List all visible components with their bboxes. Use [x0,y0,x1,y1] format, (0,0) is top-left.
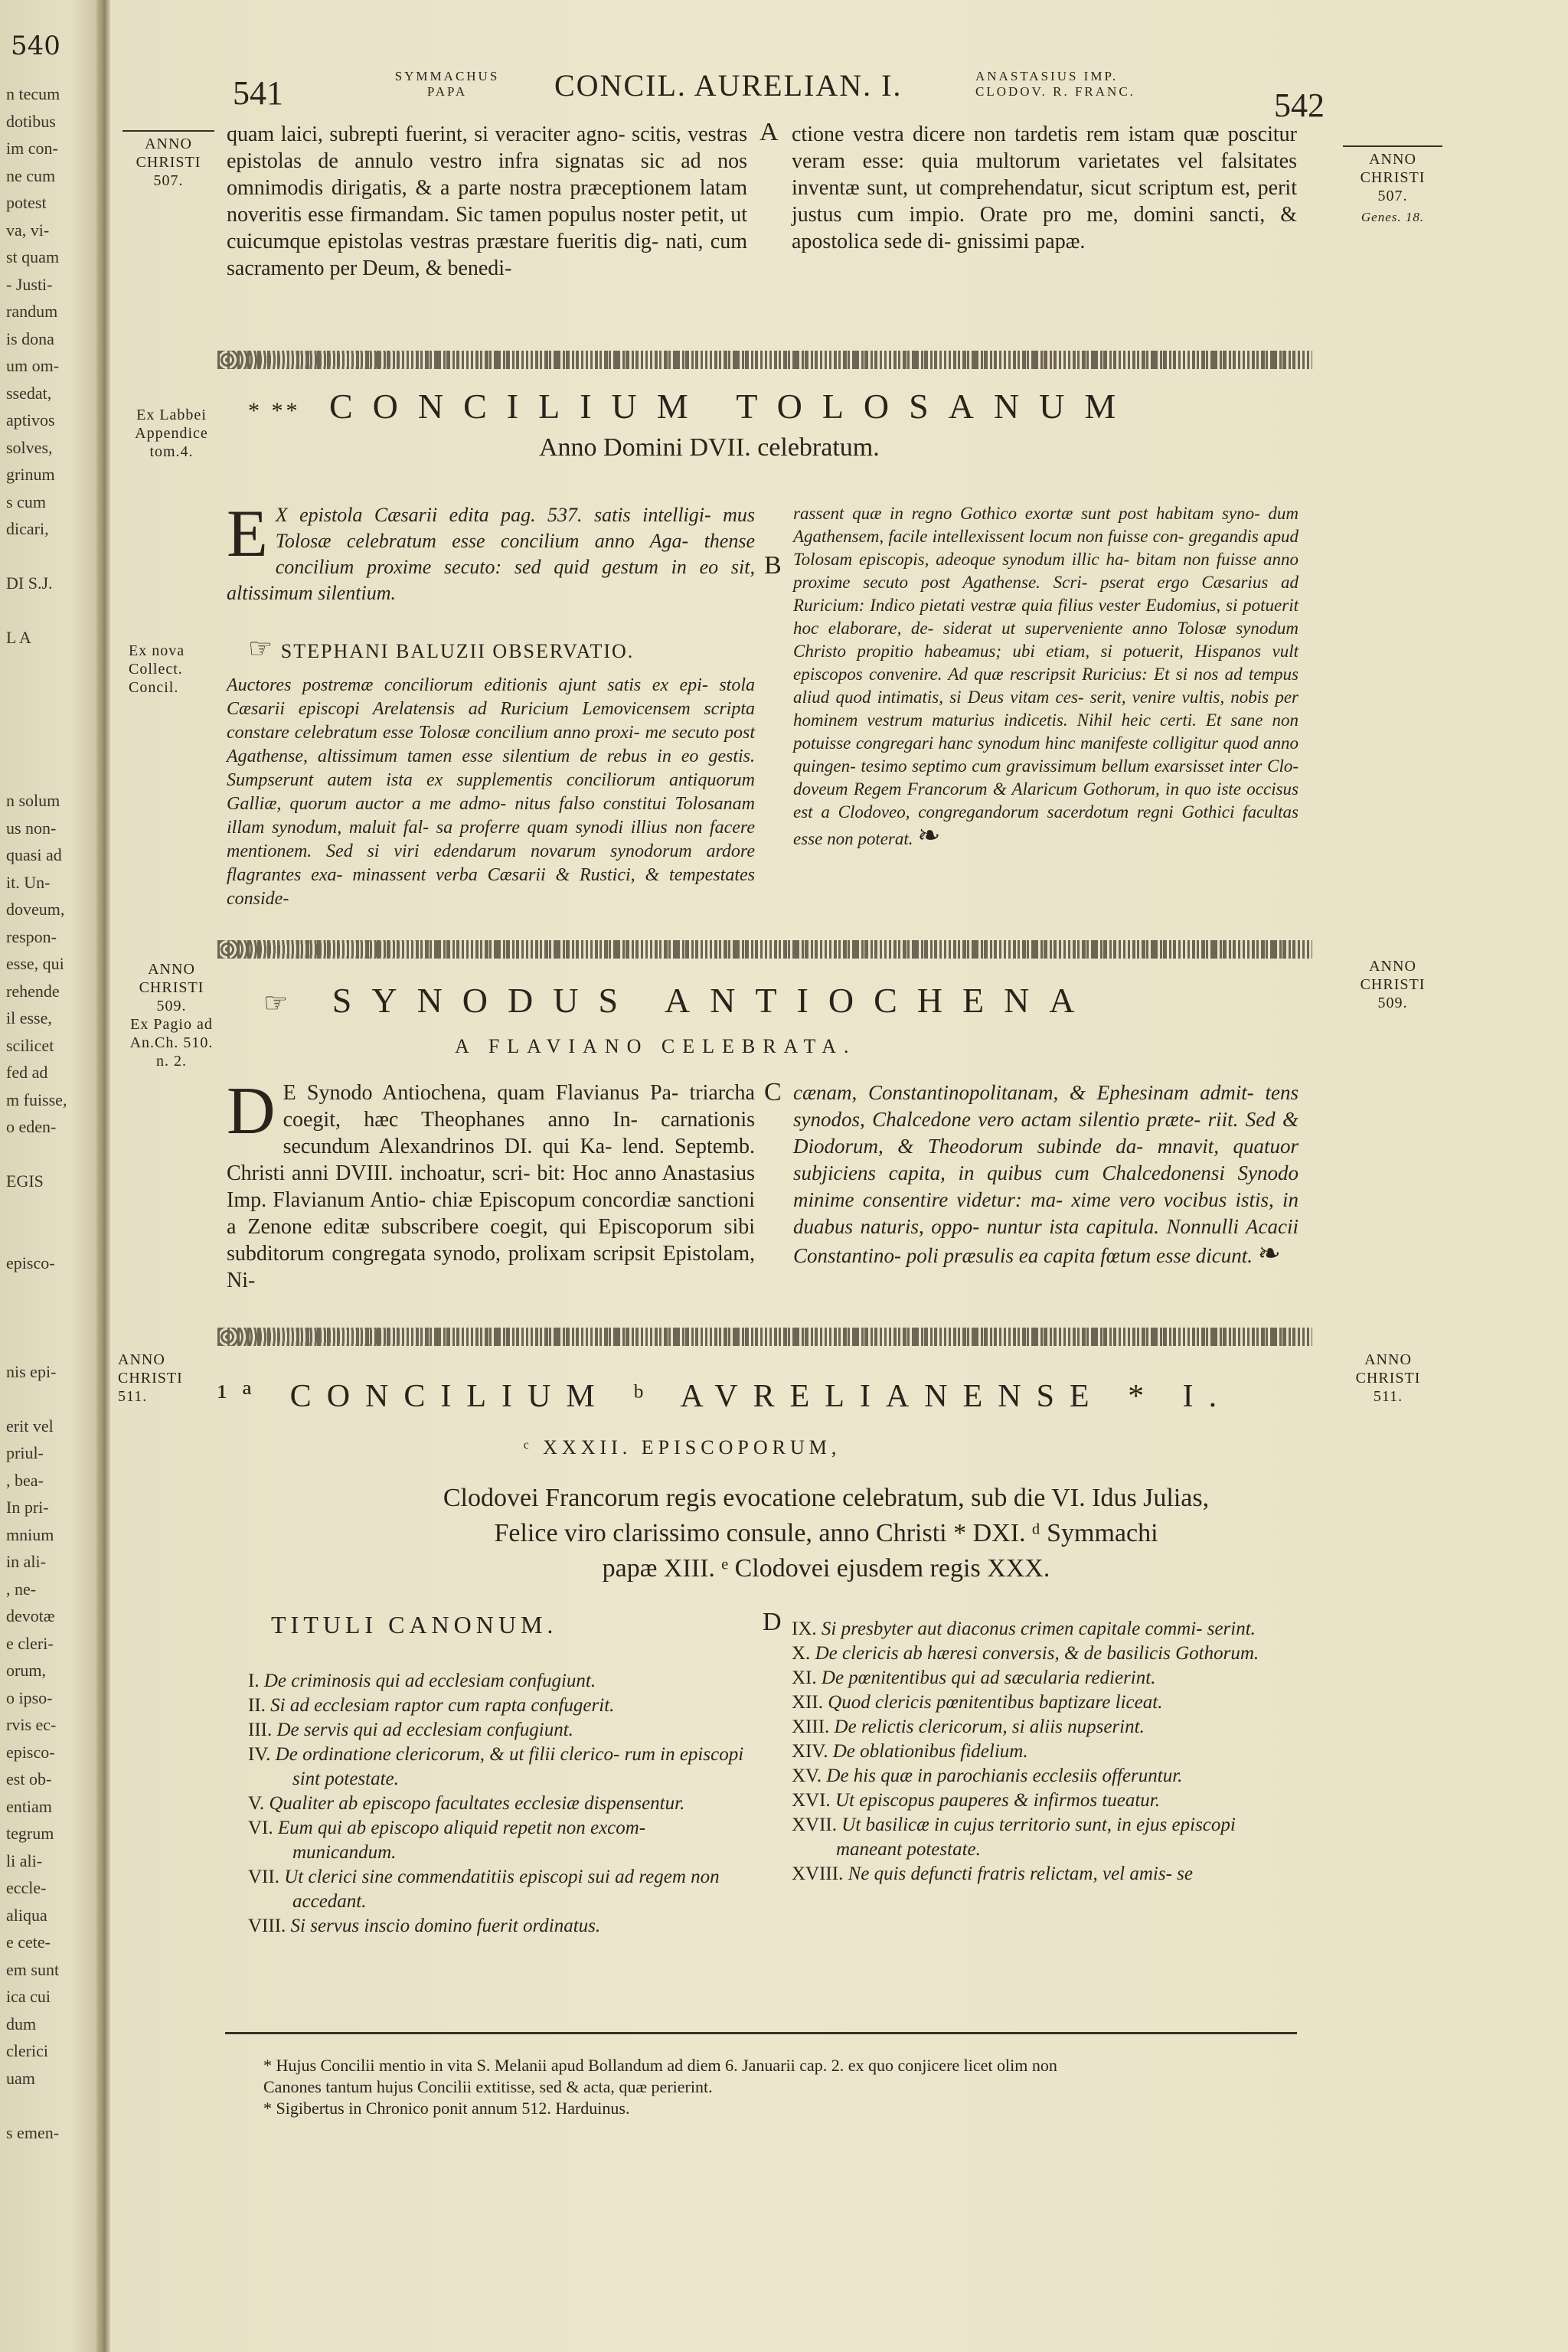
gutter-line: us non- [6,818,57,838]
canon-number: XIV. [792,1741,833,1762]
top-text-right-content: ctione vestra dicere non tardetis rem istam quæ poscitur veram esse: quia multorum varietates vel falsitates inventæ sunt, ut comprehendatur, sicut scriptum est, perit justus cum impio. Orate pro me, domini sancti, & apostolica sede di- gnissimi papæ. [792,122,1297,253]
margin-pagi-ref: n. 2. [156,1053,187,1070]
margin-christi-word: CHRISTI [1355,1370,1421,1387]
margin-christi-word: CHRISTI [1360,169,1426,186]
gutter-line: doveum, [6,900,65,919]
canon-item [248,1914,753,1939]
tolosanum-right-text: rassent quæ in regno Gothico exortæ sunt post habitam syno- dum Agathensem, facile intellexissent locum non fuisse con- gregandis apud Tolosam episcopis, adeoque synodum illic ha- bitam non fuisse anno proxime secuto post Agathense. Scri- pserat ergo Cæsarius ad Ruricium: Indico pietati vestræ quia filius vester Eudomius, si potuerit hoc elaborare, de- siderat ut superveniente anno Tolosæ synodum Christo propitio habeamus; ubi etiam, si potuerit, Hispanos vult episcopos convenire. Ad quæ rescripsit Ruricius: Et si nos ad tempus aliud quod intimatis, si Deus vitam ces- serit, venire vultis, nobis per hominem vestrum maturius indicetis. Nihil heic certi. Et sane non potuisse congregari hanc synodum hinc manifeste colligitur quod anno quingen- tesimo septimo cum gravissimum bellum exarsisset inter Clo- doveum Regem Francorum & Alaricum Gothorum, in quo iste occisus est a Clodoveo, congregandorum sacerdotum regni Gothici facultas esse non poterat. [793,504,1298,848]
gutter-line: priul- [6,1443,44,1462]
canon-title: De relictis clericorum, si aliis nupserint. [834,1717,1145,1737]
page [110,0,1568,2352]
gutter-line: , ne- [6,1579,37,1599]
canon-number: XVIII. [792,1864,848,1884]
gutter-line: episco- [6,1253,55,1272]
antiochena-left-column [227,1074,755,1294]
margin-nova-line: Concil. [129,679,179,696]
section-title-text: SYNODUS ANTIOCHENA [332,981,1095,1020]
gutter-line: mnium [6,1524,54,1544]
canon-number: I. [248,1671,264,1691]
canon-list-left [248,1669,753,1939]
tolosanum-intro [227,497,755,606]
gutter-line: erit vel [6,1416,54,1436]
ornament-divider [217,351,1312,369]
gutter-line: it. Un- [6,872,51,892]
canon-number: IV. [248,1744,276,1765]
section-title-aurelianense: ¹ª CONCILIUM ᵇ AVRELIANENSE * I. [217,1379,1233,1414]
gutter-line: n solum [6,791,60,810]
gutter-line: um om- [6,356,60,375]
margin-nova-collect [129,642,220,697]
canon-item [792,1788,1297,1813]
gutter-line: s emen- [6,2122,60,2142]
gutter-line: entiam [6,1796,52,1816]
margin-year: 511. [1373,1388,1403,1405]
gutter-line: nis epi- [6,1361,57,1381]
antiochena-left-text: E Synodo Antiochena, quam Flavianus Pa- triarcha coegit, hæc Theophanes anno In- carnationis secundum Alexandrinos DI. qui Ka- lend. Septemb. Christi anni DVIII. inchoatur, scri- bit: Hoc anno Anastasius Imp. Flavianum Antio- chiæ Episcopum concordiæ sanctioni a Zenone editæ subscribere coegit, qui Episcoporum sibi subditorum congregata synodo, prolixam scripsit Epistolam, Ni- [227,1081,755,1292]
canon-number: VII. [248,1867,285,1887]
gutter-line: tegrum [6,1824,54,1843]
margin-anno-left-3 [118,1351,210,1406]
dropcap-d: D [227,1074,276,1148]
margin-christi-word: CHRISTI [118,1370,183,1387]
gutter-line: L A [6,628,31,647]
canon-number: XII. [792,1692,828,1713]
section-subtitle-antiochena: A FLAVIANO CELEBRATA. [455,1035,857,1057]
gutter-line: orum, [6,1661,46,1680]
canon-title: Ut clerici sine commendatitiis episcopi sui ad regem non accedant. [284,1867,720,1912]
ornament-divider [217,940,1312,959]
canon-title: De criminosis qui ad ecclesiam confugiunt. [263,1671,596,1691]
canon-item [792,1690,1297,1715]
canon-number: XVI. [792,1790,835,1811]
margin-pagi-ref: Ex Pagio ad [130,1016,213,1033]
margin-anno-word: ANNO [1364,1351,1412,1368]
margin-year: 509. [156,998,187,1014]
top-text-right-column [792,121,1297,255]
canon-title: Ut episcopus pauperes & infirmos tueatur. [835,1790,1160,1811]
gutter-line: st quam [6,247,60,266]
gutter-line: n tecum [6,84,60,103]
gutter-line: s cum [6,492,46,511]
canon-title: Qualiter ab episcopo facultates ecclesiæ dispensentur. [269,1793,685,1814]
aurelianense-line-2: Clodovei Francorum regis evocatione celebratum, sub die VI. Idus Julias, [443,1484,1210,1512]
gutter-line: im con- [6,139,58,158]
canon-title: De oblationibus fidelium. [832,1741,1028,1762]
canon-item [248,1718,753,1743]
canon-number: III. [248,1720,277,1740]
hand-pointer-icon: ☞ [248,633,275,664]
margin-labbei-line: Appendice [135,425,208,442]
canon-item [792,1642,1297,1666]
aurelianense-episcoporum: ᶜ XXXII. EPISCOPORUM, [524,1436,841,1459]
section-marker-a: A [760,118,779,146]
canon-item [792,1715,1297,1740]
canon-title: De pœnitentibus qui ad sæcularia redierint. [821,1668,1156,1688]
gutter-line: is dona [6,328,54,348]
header-pope-label [371,69,524,100]
gutter-line: dicari, [6,519,49,538]
gutter-line: aliqua [6,1905,47,1925]
margin-year: 507. [1377,188,1408,204]
gutter-line: in ali- [6,1552,46,1571]
gutter-line: il esse, [6,1008,52,1027]
margin-labbei-line: Ex Labbei [136,407,207,423]
footnote-2: * Sigibertus in Chronico ponit annum 512. Harduinus. [263,2099,630,2118]
section-marker-c: C [764,1078,782,1106]
gutter-line: aptivos [6,410,55,430]
gutter-line: DI S.J. [6,573,53,593]
canon-title: Si presbyter aut diaconus crimen capitale commi- serint. [821,1619,1256,1639]
canon-title: De clericis ab hæresi conversis, & de basilicis Gothorum. [815,1643,1259,1664]
gutter-line: va, vi- [6,220,50,240]
margin-anno-right-2 [1343,957,1442,1012]
gutter-line: - Justi- [6,274,53,294]
margin-anno-word: ANNO [1369,151,1416,168]
header-pope-title: PAPA [426,84,468,99]
gutter-line: , bea- [6,1470,44,1490]
footnotes [263,2055,1320,2119]
canon-number: X. [792,1643,815,1664]
gutter-line: ssedat, [6,383,52,403]
canon-number: XV. [792,1766,827,1786]
canon-item [792,1740,1297,1764]
header-king-name: CLODOV. R. FRANC. [975,84,1135,99]
section-marker-d: D [763,1608,782,1636]
margin-year: 511. [118,1388,148,1405]
section-title-tolosanum [248,386,1135,426]
dropcap-e: E [227,497,268,571]
canon-item [792,1764,1297,1788]
header-emperor-label [975,69,1205,100]
gutter-line: o ipso- [6,1687,53,1707]
canon-item [248,1816,753,1865]
gutter-line: randum [6,302,58,321]
tolosanum-intro-text: X epistola Cæsarii edita pag. 537. satis intelligi- mus Tolosæ celebratum esse concilium anno Aga- thense concilium proxime secuto: sed quid gestum in eo sit, altissimum silentium. [227,504,755,604]
canon-item [792,1617,1297,1642]
end-flourish-icon: ❧ [917,820,941,851]
canon-number: V. [248,1793,270,1814]
margin-labbei-line: tom.4. [149,443,194,460]
left-page-number: 541 [233,74,283,112]
margin-christi-word: CHRISTI [1360,976,1426,993]
margin-labbei [126,406,217,461]
margin-anno-word: ANNO [118,1351,165,1368]
section-title-text: CONCILIUM TOLOSANUM [329,387,1136,426]
gutter-line: potest [6,193,47,212]
gutter-line: devotæ [6,1606,55,1625]
canon-item [248,1694,753,1718]
margin-anno-left-2 [126,960,217,1070]
canon-item [248,1743,753,1792]
canon-title: Eum qui ab episcopo aliquid repetit non excom- municandum. [277,1818,646,1863]
footnote-rule [225,2032,1297,2034]
canon-title: Si ad ecclesiam raptor cum rapta confugerit. [270,1695,615,1716]
gutter-line: dotibus [6,111,56,131]
right-page-number: 542 [1274,87,1325,124]
canon-title: Si servus inscio domino fuerit ordinatus. [290,1916,601,1936]
canon-number: XI. [792,1668,822,1688]
margin-nova-line: Collect. [129,661,183,678]
margin-scripture-ref: Genes. 18. [1361,210,1425,224]
gutter-line: eccle- [6,1878,47,1897]
canon-title: Ut basilicæ in cujus territorio sunt, in ejus episcopi maneant potestate. [836,1815,1236,1860]
section-title-antiochena [263,980,1095,1021]
gutter-line: uam [6,2068,35,2088]
gutter-line: quasi ad [6,845,62,864]
header-pope-name: SYMMACHUS [394,69,500,83]
gutter-line: m fuisse, [6,1089,67,1109]
observatio-heading-text: STEPHANI BALUZII OBSERVATIO. [280,640,635,662]
canon-item [792,1666,1297,1690]
aurelianense-line-4: papæ XIII. ᵉ Clodovei ejusdem regis XXX. [602,1554,1050,1583]
section-subtitle-tolosanum: Anno Domini DVII. celebratum. [539,433,880,462]
canon-item [792,1813,1297,1862]
gutter-line: o eden- [6,1117,57,1136]
canon-title: De ordinatione clericorum, & ut filii clerico- rum in episcopi sint potestate. [275,1744,744,1789]
canon-item [248,1669,753,1694]
margin-anno-word: ANNO [145,136,192,152]
margin-christi-word: CHRISTI [136,154,201,171]
margin-anno-word: ANNO [148,961,195,978]
observatio-text: Auctores postremæ conciliorum editionis ajunt satis ex epi- stola Cæsarii episcopi Arelatensis ad Ruricium Lemovicensem scripta constare celebratum esse Tolosæ concilium anno proxi- me secuto post Agathense, altissimum tamen esse silentium de rebus in eo gestis. Sumpserunt autem ista ex supplementis conciliorum antiquorum Galliæ, quorum auctor a me admo- nitus falso constitui Tolosanam illam synodum, maluit fal- sa proferre quam synodi illius non facere mentionem. Sed si viri edendarum novarum synodorum ardore flagrantes exa- minassent verba Cæsarii & Rustici, & tempestates conside- [227,675,755,909]
gutter-line: ica cui [6,1987,51,2006]
gutter-line: esse, qui [6,954,64,973]
canon-list-right [792,1617,1297,1886]
canon-item [248,1865,753,1914]
footnote-1: * Hujus Concilii mentio in vita S. Melanii apud Bollandum ad diem 6. Januarii cap. 2. ex quo conjicere licet olim non [263,2056,1057,2075]
gutter-line: respon- [6,926,57,946]
canon-title: Quod clericis pœnitentibus baptizare liceat. [828,1692,1163,1713]
canon-number: XVII. [792,1815,842,1835]
footnote-1-cont: Canones tantum hujus Concilii extitisse, sed & acta, quæ perierint. [263,2077,713,2096]
margin-anno-word: ANNO [1369,958,1416,975]
canon-item [792,1862,1297,1886]
tolosanum-right-column [793,502,1298,851]
canon-number: IX. [792,1619,822,1639]
section-marker-b: B [764,551,782,580]
hand-pointer-icon: ☞ [263,988,289,1018]
previous-page-gutter [0,0,101,2352]
header-emperor-name: ANASTASIUS IMP. [975,69,1119,83]
antiochena-right-column [793,1080,1298,1269]
previous-page-number: 540 [11,31,60,61]
gutter-line: dum [6,2014,37,2034]
gutter-line: ne cum [6,165,56,185]
gutter-line: est ob- [6,1769,52,1788]
section-prefix-marks: * ** [248,398,301,423]
margin-anno-right-3 [1338,1351,1438,1406]
margin-pagi-ref: An.Ch. 510. [129,1034,214,1051]
end-flourish-icon: ❧ [1257,1238,1281,1269]
aurelianense-line-3: Felice viro clarissimo consule, anno Christi * DXI. ᵈ Symmachi [494,1519,1158,1547]
gutter-line: em sunt [6,1959,60,1979]
margin-anno-left-1 [122,130,214,190]
book-spine [96,0,110,2352]
canon-title: De servis qui ad ecclesiam confugiunt. [276,1720,573,1740]
canon-item [248,1792,753,1816]
gutter-line: clerici [6,2041,48,2060]
top-text-left-column: quam laici, subrepti fuerint, si veraciter agno- scitis, vestras epistolas de annulo vestro infra signatas sic ad nos omnimodis dirigatis, & a parte nostra præceptionem latam noveritis esse firmandam. Sic tamen populus noster petit, ut cuicumque epistolas vestras præstare fueritis dig- nati, cum sacramento per Deum, & benedi- [227,122,747,280]
gutter-line: li ali- [6,1851,43,1870]
running-title: CONCIL. AURELIAN. I. [554,68,903,103]
gutter-line: rvis ec- [6,1715,57,1734]
gutter-line: EGIS [6,1171,44,1191]
gutter-line: fed ad [6,1063,48,1082]
margin-christi-word: CHRISTI [139,979,204,996]
canon-title: De his quæ in parochianis ecclesiis offeruntur. [826,1766,1183,1786]
antiochena-right-text: cænam, Constantinopolitanam, & Ephesinam admit- tens synodos, Chalcedone vero actam silentio præte- riit. Sed & Diodorum, & Theodorum subinde da- mnavit, quatuor subjiciens capita, in quibus cum Chalcedonensi Synodo minime consentire videtur: ma- xime vero vocibus istis, in duabus naturis, oppo- nuntur ista capitula. Nonnulli Acacii Constantino- poli præsulis ea capita fœtum esse dicunt. [793,1081,1298,1267]
gutter-line: In pri- [6,1498,49,1517]
margin-year: 509. [1377,995,1408,1011]
gutter-line: episco- [6,1742,55,1762]
canon-number: II. [248,1695,271,1716]
observatio-heading [248,632,634,665]
margin-year: 507. [153,172,184,189]
canon-number: XIII. [792,1717,835,1737]
margin-anno-right-1 [1343,145,1442,227]
ornament-divider [217,1328,1312,1346]
gutter-line: grinum [6,465,55,484]
gutter-line: solves, [6,437,53,457]
canon-title: Ne quis defuncti fratris relictam, vel amis- se [848,1864,1193,1884]
gutter-line: scilicet [6,1035,54,1055]
gutter-line: rehende [6,981,60,1001]
canon-list-heading: TITULI CANONUM. [271,1611,558,1638]
canon-number: VIII. [248,1916,291,1936]
gutter-line: e cleri- [6,1633,54,1653]
margin-nova-line: Ex nova [129,642,185,659]
gutter-line: e cete- [6,1932,51,1952]
canon-number: VI. [248,1818,278,1838]
